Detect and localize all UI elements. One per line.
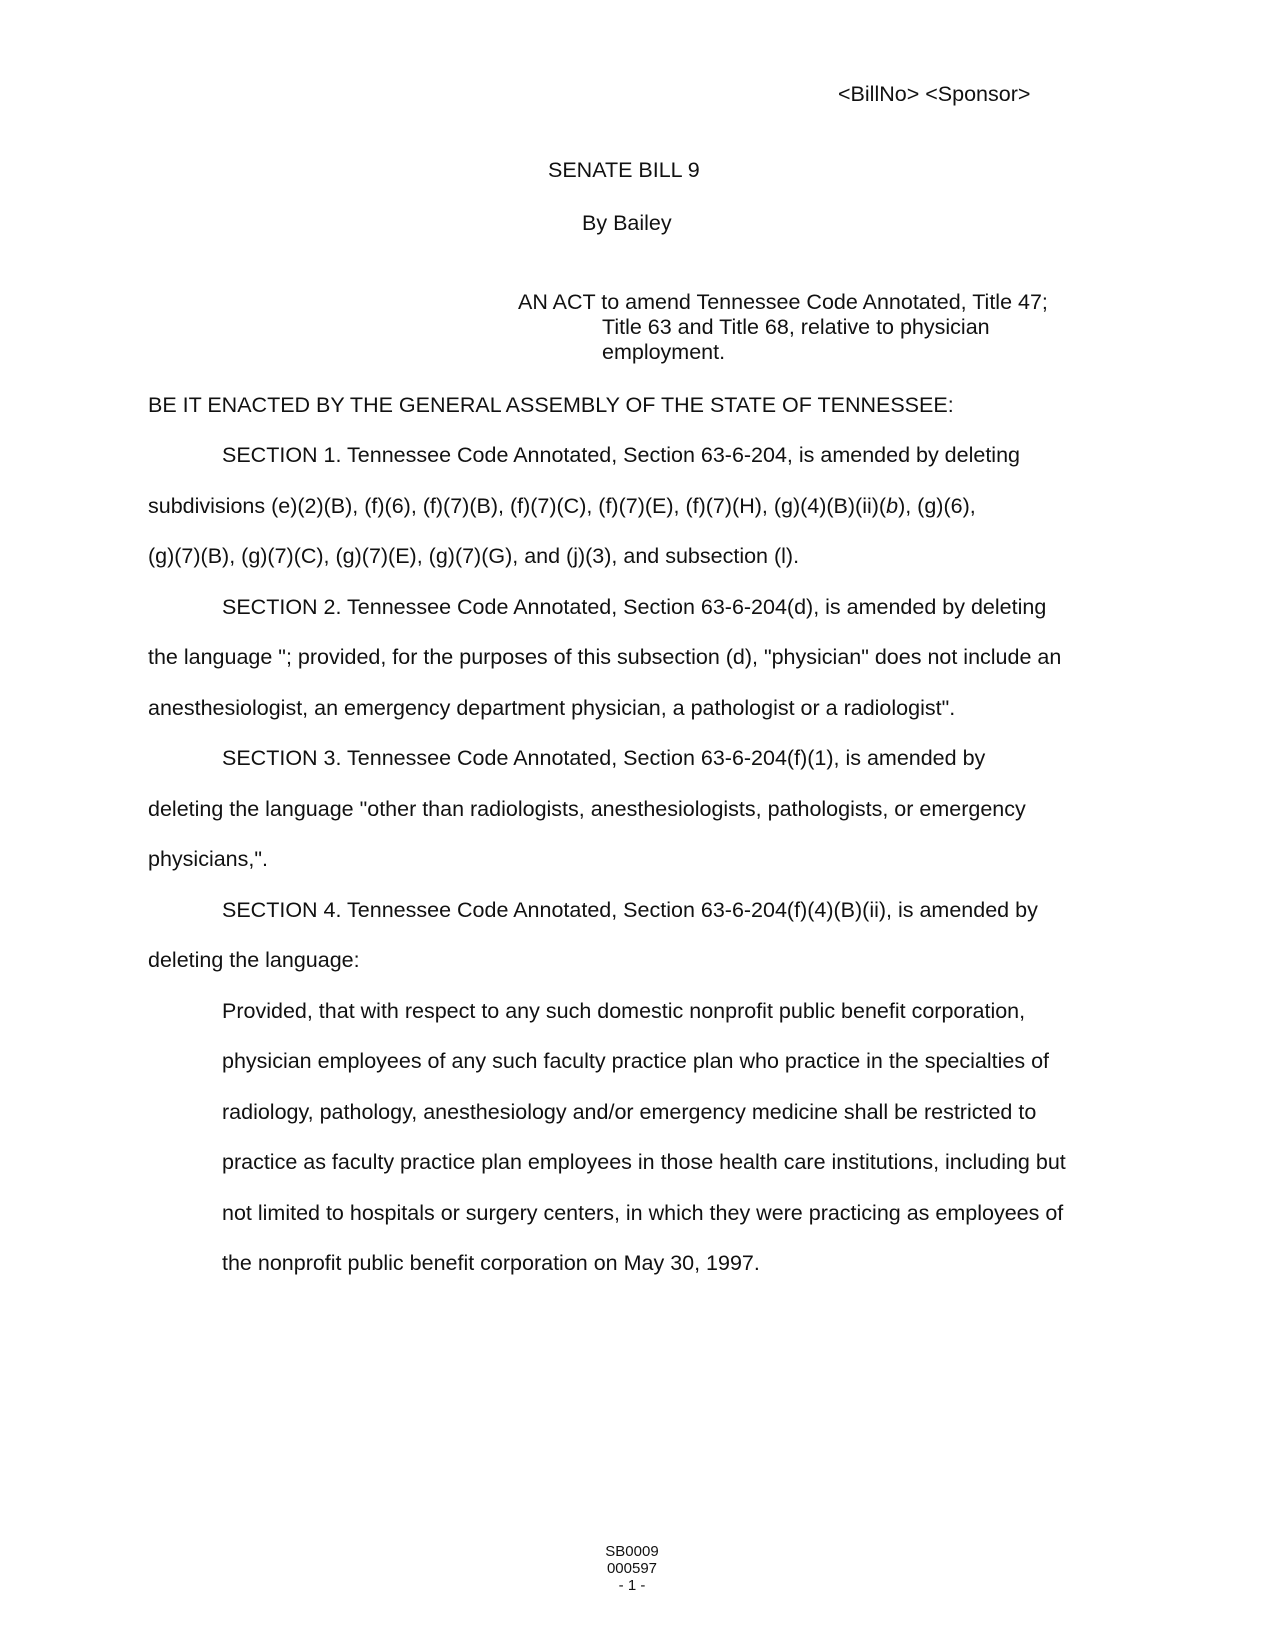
page-footer: [582, 1543, 682, 1594]
section-1-line-2-text: subdivisions (e)(2)(B), (f)(6), (f)(7)(B), (f)(7)(C), (f)(7)(E), (f)(7)(H), (g)(4)(B)(ii)(: [148, 494, 887, 518]
enacting-clause: BE IT ENACTED BY THE GENERAL ASSEMBLY OF THE STATE OF TENNESSEE:: [148, 393, 954, 417]
section-2-line-2: the language "; provided, for the purposes of this subsection (d), "physician" does not include an: [148, 645, 1062, 669]
section-3-line-2: deleting the language "other than radiologists, anesthesiologists, pathologists, or emergency: [148, 797, 1026, 821]
section-4-line-1: SECTION 4. Tennessee Code Annotated, Section 63-6-204(f)(4)(B)(ii), is amended by: [222, 898, 1038, 922]
section-1-line-2-tail: ), (g)(6),: [898, 494, 976, 518]
quoted-line-1: Provided, that with respect to any such domestic nonprofit public benefit corporation,: [222, 999, 1026, 1023]
quoted-line-5: not limited to hospitals or surgery centers, in which they were practicing as employees of: [222, 1201, 1064, 1225]
quoted-line-4: practice as faculty practice plan employees in those health care institutions, including but: [222, 1150, 1066, 1174]
caption-line: AN ACT to amend Tennessee Code Annotated, Title 47;: [518, 290, 1048, 314]
quoted-line-3: radiology, pathology, anesthesiology and/or emergency medicine shall be restricted to: [222, 1100, 1037, 1124]
section-1-italic-b: b: [886, 494, 899, 518]
quoted-line-6: the nonprofit public benefit corporation on May 30, 1997.: [222, 1251, 760, 1275]
caption-line: employment.: [602, 340, 726, 364]
section-3-line-1: SECTION 3. Tennessee Code Annotated, Section 63-6-204(f)(1), is amended by: [222, 746, 986, 770]
section-3-line-3: physicians,".: [148, 847, 268, 871]
section-1-line-2: [148, 494, 976, 519]
footer-doc-number: 000597: [606, 1560, 658, 1577]
bill-sponsor: By Bailey: [582, 211, 672, 235]
caption-line: Title 63 and Title 68, relative to physician: [602, 315, 990, 339]
bill-caption: [518, 290, 1048, 365]
section-1-line-1: SECTION 1. Tennessee Code Annotated, Section 63-6-204, is amended by deleting: [222, 443, 1020, 467]
section-1-line-3: (g)(7)(B), (g)(7)(C), (g)(7)(E), (g)(7)(G), and (j)(3), and subsection (l).: [148, 544, 800, 568]
section-2-line-3: anesthesiologist, an emergency department physician, a pathologist or a radiologist".: [148, 696, 956, 720]
bill-reference-header: <BillNo> <Sponsor>: [838, 82, 1031, 106]
footer-bill-code: SB0009: [605, 1543, 659, 1560]
section-2-line-1: SECTION 2. Tennessee Code Annotated, Section 63-6-204(d), is amended by deleting: [222, 595, 1047, 619]
footer-page-number: - 1 -: [618, 1577, 646, 1594]
bill-title: SENATE BILL 9: [548, 158, 700, 182]
quoted-line-2: physician employees of any such faculty practice plan who practice in the specialties of: [222, 1049, 1049, 1073]
section-4-line-2: deleting the language:: [148, 948, 360, 972]
